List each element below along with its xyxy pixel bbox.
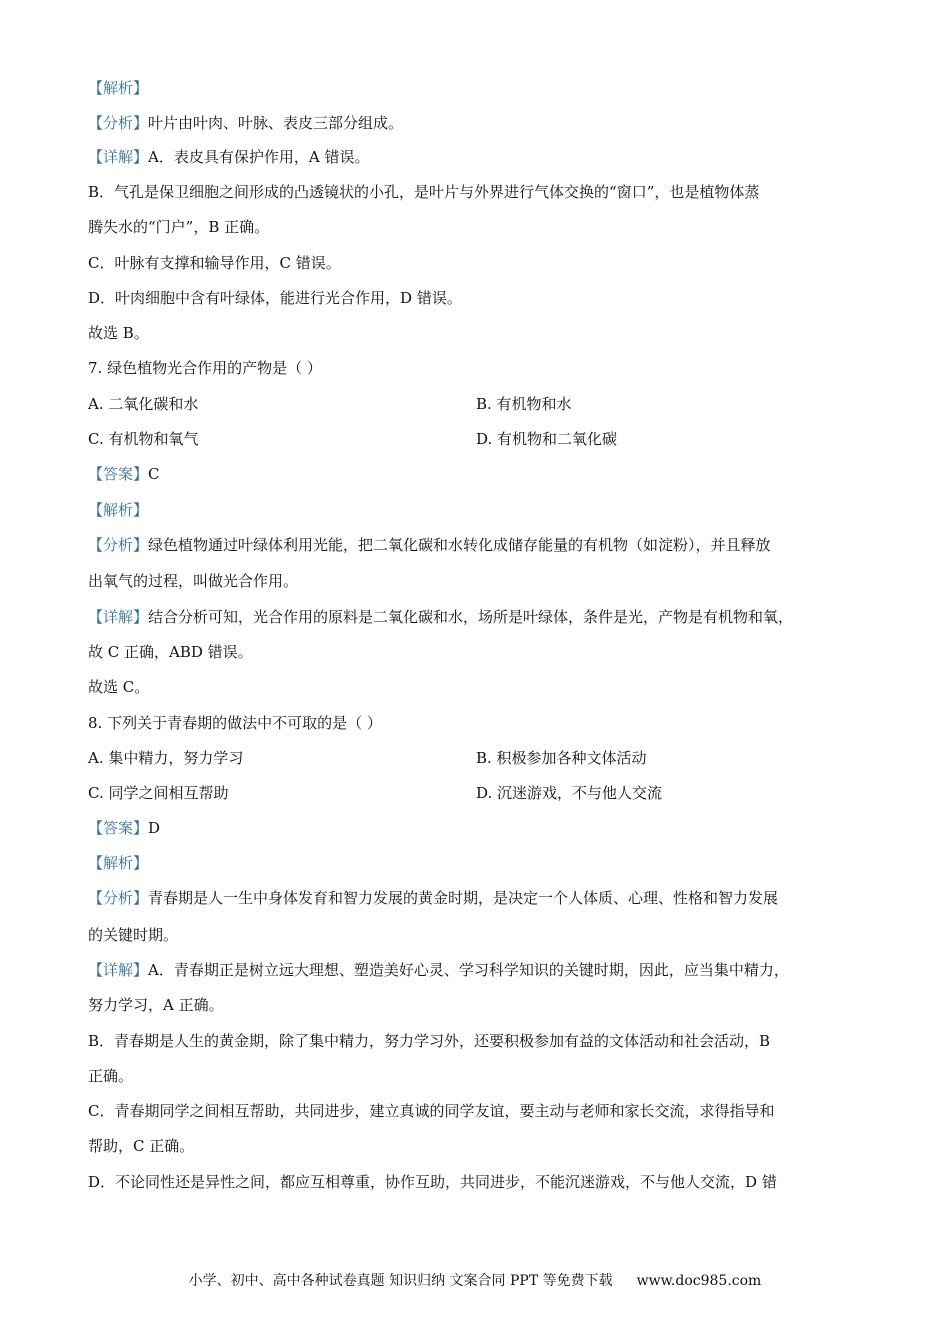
q8-detail-d-line1: D．不论同性还是异性之间，都应互相尊重，协作互助，共同进步，不能沉迷游戏，不与他人交流，D 错 xyxy=(88,1173,777,1191)
q8-option-c: C. 同学之间相互帮助 xyxy=(88,784,229,802)
answer-value: D xyxy=(148,819,161,837)
q8-analysis-line2: 的关键时期。 xyxy=(88,926,179,944)
q6-conclusion: 故选 B。 xyxy=(88,324,149,342)
q6-detail-b-line2: 腾失水的“门户”，B 正确。 xyxy=(88,218,270,236)
q6-detail xyxy=(88,147,369,167)
analysis-tag: 【分析】 xyxy=(88,114,149,132)
q7-detail xyxy=(88,607,793,627)
q7-option-b: B. 有机物和水 xyxy=(476,395,572,413)
q6-analysis xyxy=(88,113,403,133)
page-footer xyxy=(0,1270,950,1290)
answer-value: C xyxy=(148,465,160,483)
q7-answer xyxy=(88,464,160,484)
detail-tag: 【详解】 xyxy=(88,961,149,979)
q7-option-a: A. 二氧化碳和水 xyxy=(88,395,199,413)
q7-conclusion: 故选 C。 xyxy=(88,678,150,696)
q8-detail-c-line2: 帮助，C 正确。 xyxy=(88,1137,195,1155)
q8-analysis xyxy=(88,888,778,908)
q8-option-b: B. 积极参加各种文体活动 xyxy=(476,749,647,767)
q8-option-a: A. 集中精力，努力学习 xyxy=(88,749,244,767)
q6-detail-c: C．叶脉有支撑和输导作用，C 错误。 xyxy=(88,254,341,272)
detail-text: 结合分析可知，光合作用的原料是二氧化碳和水，场所是叶绿体，条件是光，产物是有机物和氧， xyxy=(148,608,794,626)
analysis-heading: 【解析】 xyxy=(88,854,149,872)
q7-option-d: D. 有机物和二氧化碳 xyxy=(476,430,618,448)
analysis-text: 叶片由叶肉、叶脉、表皮三部分组成。 xyxy=(148,114,404,132)
answer-tag: 【答案】 xyxy=(88,819,149,837)
q8-question: 8. 下列关于青春期的做法中不可取的是（ ） xyxy=(88,714,382,732)
footer-link[interactable]: www.doc985.com xyxy=(636,1273,762,1289)
answer-tag: 【答案】 xyxy=(88,465,149,483)
analysis-tag: 【分析】 xyxy=(88,536,149,554)
analysis-heading: 【解析】 xyxy=(88,79,149,97)
q8-detail-c-line1: C．青春期同学之间相互帮助，共同进步，建立真诚的同学友谊，要主动与老师和家长交流，求得指导和 xyxy=(88,1102,775,1120)
q7-detail-line2: 故 C 正确，ABD 错误。 xyxy=(88,643,253,661)
q8-detail-a-line2: 努力学习，A 正确。 xyxy=(88,996,224,1014)
detail-tag: 【详解】 xyxy=(88,608,149,626)
detail-text: A．青春期正是树立远大理想、塑造美好心灵、学习科学知识的关键时期，因此，应当集中精力， xyxy=(148,961,789,979)
q8-detail-b-line1: B．青春期是人生的黄金期，除了集中精力，努力学习外，还要积极参加有益的文体活动和社会活动，B xyxy=(88,1032,771,1050)
q6-detail-d: D．叶肉细胞中含有叶绿体，能进行光合作用，D 错误。 xyxy=(88,289,462,307)
q7-analysis-line2: 出氧气的过程，叫做光合作用。 xyxy=(88,572,299,590)
analysis-text: 青春期是人一生中身体发育和智力发展的黄金时期，是决定一个人体质、心理、性格和智力发展 xyxy=(148,889,779,907)
q8-detail-b-line2: 正确。 xyxy=(88,1067,134,1085)
detail-tag: 【详解】 xyxy=(88,148,149,166)
footer-text: 小学、初中、高中各种试卷真题 知识归纳 文案合同 PPT 等免费下载 xyxy=(188,1273,613,1289)
q8-detail xyxy=(88,960,789,980)
q6-detail-b-line1: B．气孔是保卫细胞之间形成的凸透镜状的小孔，是叶片与外界进行气体交换的“窗口”，也是植物体蒸 xyxy=(88,183,760,201)
q8-option-d: D. 沉迷游戏，不与他人交流 xyxy=(476,784,663,802)
analysis-text: 绿色植物通过叶绿体利用光能，把二氧化碳和水转化成储存能量的有机物（如淀粉），并且释放 xyxy=(148,536,771,554)
q7-analysis xyxy=(88,535,771,555)
q7-question: 7. 绿色植物光合作用的产物是（ ） xyxy=(88,359,322,377)
q8-answer xyxy=(88,818,160,838)
analysis-heading: 【解析】 xyxy=(88,501,149,519)
q7-option-c: C. 有机物和氧气 xyxy=(88,430,199,448)
detail-text: A．表皮具有保护作用，A 错误。 xyxy=(148,148,370,166)
analysis-tag: 【分析】 xyxy=(88,889,149,907)
